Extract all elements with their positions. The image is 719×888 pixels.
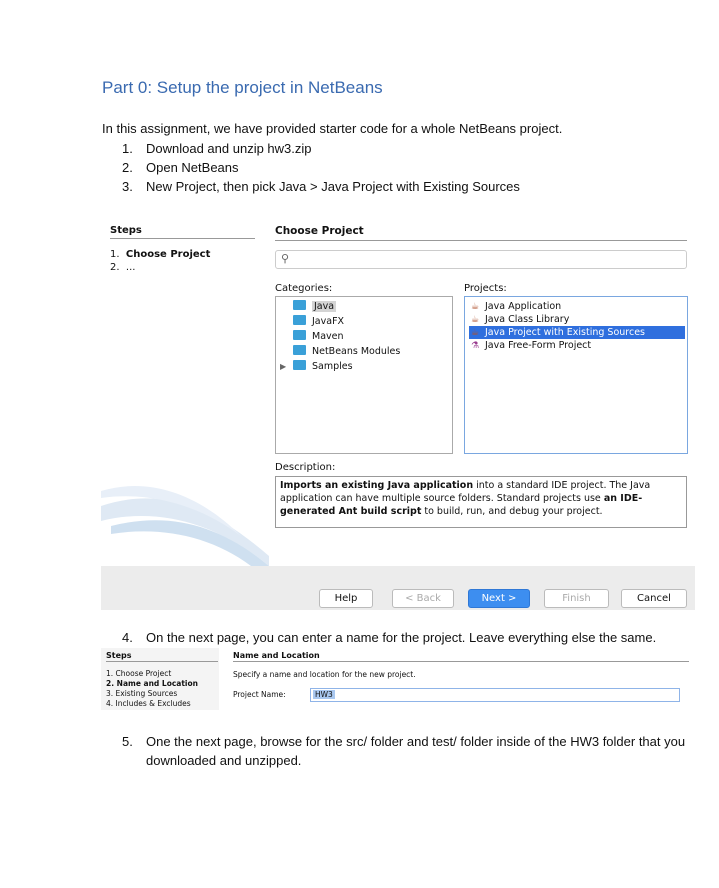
project-java-class-library[interactable]: ☕ Java Class Library bbox=[470, 314, 570, 325]
search-icon: ⚲ bbox=[281, 252, 290, 265]
intro-paragraph: In this assignment, we have provided starter code for a whole NetBeans project. bbox=[102, 121, 563, 136]
list-text: Open NetBeans bbox=[146, 160, 239, 175]
category-samples[interactable]: ▶ Samples bbox=[280, 361, 353, 372]
step-item-more: 2. ... bbox=[110, 262, 136, 273]
steps-title: Steps bbox=[106, 651, 218, 662]
expand-triangle-icon[interactable]: ▶ bbox=[280, 362, 287, 371]
list-item bbox=[122, 177, 520, 196]
coffee-cup-icon: ☕ bbox=[470, 302, 480, 312]
free-form-project-icon: ⚗ bbox=[470, 341, 480, 351]
project-name-value: HW3 bbox=[315, 690, 333, 699]
description-box: Imports an existing Java application into a standard IDE project. The Java application can have multiple source folders. Standard projects use an IDE-generated Ant build script to build, run, and debug your project. bbox=[275, 476, 687, 528]
step-item: 3. Existing Sources bbox=[106, 689, 178, 698]
name-location-dialog bbox=[101, 648, 695, 710]
categories-list[interactable] bbox=[275, 296, 453, 454]
list-text: Download and unzip hw3.zip bbox=[146, 141, 312, 156]
category-java[interactable]: Java bbox=[293, 300, 336, 314]
step-4: 4. On the next page, you can enter a name for the project. Leave everything else the same. bbox=[122, 630, 657, 645]
next-button[interactable]: Next > bbox=[468, 589, 530, 608]
list-number: 2. bbox=[122, 160, 133, 175]
categories-label: Categories: bbox=[275, 283, 333, 294]
choose-project-panel bbox=[269, 212, 695, 566]
step-5: 5. One the next page, browse for the src/ folder and test/ folder inside of the HW3 folder that you downloaded and unzipped. bbox=[122, 734, 686, 768]
project-java-application[interactable]: ☕ Java Application bbox=[470, 301, 562, 312]
category-netbeans-modules[interactable]: NetBeans Modules bbox=[293, 345, 400, 359]
list-text: New Project, then pick Java > Java Project with Existing Sources bbox=[146, 179, 520, 194]
search-input[interactable] bbox=[275, 250, 687, 269]
cancel-button[interactable]: Cancel bbox=[621, 589, 687, 608]
section-heading: Part 0: Setup the project in NetBeans bbox=[102, 78, 383, 97]
project-java-existing-sources[interactable]: ☕ Java Project with Existing Sources bbox=[469, 326, 685, 339]
steps-list bbox=[106, 669, 198, 709]
help-button[interactable]: Help bbox=[319, 589, 373, 608]
new-project-dialog bbox=[101, 212, 695, 610]
netbeans-swoosh-graphic bbox=[101, 466, 269, 566]
category-javafx[interactable]: JavaFX bbox=[293, 315, 344, 329]
steps-panel bbox=[101, 212, 269, 566]
folder-icon bbox=[293, 315, 306, 325]
panel-title: Choose Project bbox=[275, 225, 687, 241]
project-name-label: Project Name: bbox=[233, 690, 286, 699]
list-item bbox=[122, 158, 520, 177]
project-name-input[interactable] bbox=[310, 688, 680, 702]
back-button[interactable]: < Back bbox=[392, 589, 454, 608]
setup-steps-list bbox=[122, 139, 520, 196]
folder-icon bbox=[293, 360, 306, 370]
coffee-cup-icon: ☕ bbox=[470, 315, 480, 325]
description-label: Description: bbox=[275, 462, 336, 473]
projects-label: Projects: bbox=[464, 283, 507, 294]
panel-title: Name and Location bbox=[233, 651, 689, 662]
coffee-cup-icon: ☕ bbox=[470, 328, 480, 338]
folder-icon bbox=[293, 300, 306, 310]
steps-title: Steps bbox=[110, 225, 255, 239]
category-maven[interactable]: Maven bbox=[293, 330, 344, 344]
panel-instructions: Specify a name and location for the new project. bbox=[233, 670, 416, 679]
list-number: 3. bbox=[122, 179, 133, 194]
step-item-choose-project: 1. Choose Project bbox=[110, 249, 211, 260]
folder-icon bbox=[293, 345, 306, 355]
list-number: 1. bbox=[122, 141, 133, 156]
finish-button[interactable]: Finish bbox=[544, 589, 609, 608]
projects-list[interactable] bbox=[464, 296, 688, 454]
list-item bbox=[122, 139, 520, 158]
step-item-current: 2. Name and Location bbox=[106, 679, 198, 688]
step-item: 1. Choose Project bbox=[106, 669, 172, 678]
folder-icon bbox=[293, 330, 306, 340]
project-java-free-form[interactable]: ⚗ Java Free-Form Project bbox=[470, 340, 592, 351]
name-location-panel bbox=[219, 648, 695, 710]
step-item: 4. Includes & Excludes bbox=[106, 699, 191, 708]
